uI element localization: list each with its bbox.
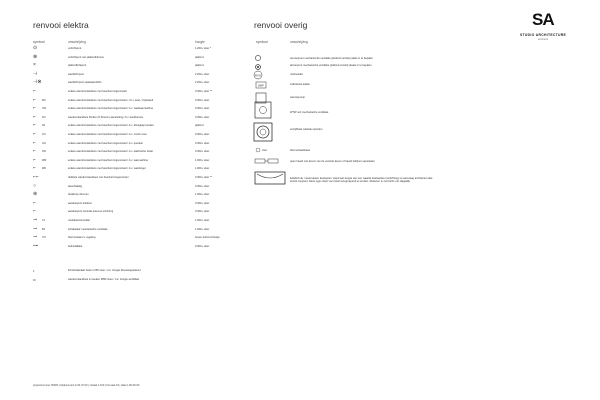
electra-symbol-icon: ⌐: [33, 131, 36, 137]
electra-row-value: plafond: [195, 64, 204, 68]
electra-row: [33, 166, 213, 171]
logo-sub: architects: [538, 38, 549, 41]
electra-row: [33, 209, 213, 214]
electra-row: [33, 98, 213, 103]
electra-row: [33, 244, 213, 249]
electra-row-value: 0.300+ vloer: [195, 150, 210, 154]
electra-symbol-tag: GO: [42, 141, 46, 145]
electra-row: [33, 89, 213, 94]
electra-symbol-icon: ○: [33, 182, 37, 189]
overig-row-desc: afvoerpunt mechanische ventilatie (plafond ventiel) plaats in te bepalen: [290, 64, 372, 67]
overig-row-desc: toevoerpunt mechanische ventilatie (plafond ventiel) plaats in te bepalen: [290, 57, 374, 60]
electra-header-symbol: symbool: [33, 40, 45, 44]
electra-row: [33, 201, 213, 206]
electra-symbol-icon: ⌐: [33, 122, 36, 129]
electra-row: [33, 106, 213, 111]
electra-title: renvooi elektra: [33, 20, 89, 30]
electra-row-desc: enkele wandcontactdoos met beschermingscontact t.b.v. afzuigkap keuken: [68, 124, 154, 128]
electra-symbol-tag: CH: [42, 236, 46, 240]
electra-row-value: 0.300+ vloer: [195, 201, 210, 205]
electra-symbol-tag: CO: [42, 133, 46, 136]
electra-row-value: boven korfvormhuisje: [195, 236, 220, 240]
electra-symbol-icon: ⌐: [33, 199, 36, 206]
electra-row-value: plafond: [195, 124, 204, 128]
electra-row-value: 0.300+ vloer: [195, 141, 210, 145]
electra-header-value: hoogte: [195, 40, 205, 44]
electra-row-value: 0.300+ vloer: [195, 184, 210, 188]
overig-row-desc: thermostaatkraan: [290, 149, 311, 152]
electra-row-desc: aansluitpunt centrale antenne inrichting: [68, 210, 114, 214]
logo-mark: SA: [532, 10, 554, 29]
electra-row-value: 1.000+ vloer: [195, 158, 210, 162]
footer-info: projectnummer 00000 | bijdocument A.00.37.00 | schaal 1:100 | formaat A3 | datum 00-00-00: [33, 384, 140, 387]
electra-symbol-icon: ⊗: [33, 53, 38, 60]
electra-symbol-tag: B4: [42, 227, 45, 231]
electra-row-value: 2.200+ vloer: [195, 72, 210, 76]
electra-row-value: plafond: [195, 55, 204, 59]
electra-row: [33, 115, 213, 120]
electra-row: [33, 175, 213, 180]
logo-name: STUDIO ARCHITECTURE: [520, 33, 567, 37]
note-2: wandcontactdoos in keuken 0850 vloer / o.k. hoogte werkblad: [68, 278, 139, 281]
electra-row-desc: lasschakelig: [68, 184, 83, 188]
electra-row-value: 0.300+ vloer **: [195, 176, 213, 179]
electra-row-value: 0.300+ vloer: [195, 98, 210, 102]
electra-row: [33, 192, 213, 197]
electra-row: [33, 55, 213, 60]
electra-row-value: 0.300+ vloer: [195, 107, 210, 111]
thermostat-tag-text: vloer: [262, 149, 268, 152]
electra-symbol-tag: VW: [42, 107, 46, 111]
electra-row-desc: verlichtpunt: [68, 47, 82, 50]
smoke-detector-icon: [251, 69, 271, 81]
electra-symbol-icon: ⊣⊗: [33, 79, 42, 86]
fireplace-icon: [252, 156, 292, 168]
electra-row-desc: plafondlichtpunt: [68, 64, 87, 68]
electra-row-desc: enkele wandcontactdoos met beschermingscontact t.b.v. elektrische boiler: [68, 150, 154, 154]
electra-row: [33, 149, 213, 154]
note-bullet-icon: ••: [33, 277, 36, 282]
electra-row-value: 0.300+ vloer: [195, 244, 210, 248]
electra-row-desc: enkele wandcontactdoos met beschermingscontact t.b.v. quooker: [68, 141, 144, 145]
electra-row-desc: drukknop dimmen: [68, 193, 89, 197]
electra-row-desc: aansluitpunt telefoon: [68, 201, 92, 205]
electra-symbol-icon: ⌐: [33, 105, 36, 112]
wtw-unit-icon: [253, 101, 275, 121]
overig-title: renvooi overig: [254, 20, 308, 30]
electra-symbol-icon: ⊣: [33, 70, 38, 77]
electra-symbol-tag: C1: [42, 219, 46, 222]
badge2-text: BWP: [258, 84, 264, 88]
electra-symbol-icon: ⊛: [33, 191, 38, 198]
electra-symbol-tag: WD: [42, 167, 46, 171]
electra-symbol-icon: ⌐: [33, 113, 36, 120]
electra-row-value: 1.200+ vloer *: [195, 47, 212, 50]
electra-row-desc: enkele wandcontactdoos met beschermingscontact: [68, 90, 127, 93]
electra-row: [33, 123, 213, 128]
electra-row-value: 0.300+ vloer: [195, 115, 210, 119]
electra-symbol-icon: ⌐: [33, 208, 36, 215]
electra-symbol-icon: ⊸: [33, 234, 38, 241]
electra-row-value: 0.300+ vloer: [195, 133, 210, 136]
overig-row-desc: individuele kaban: [290, 83, 311, 86]
electra-row-desc: thermostaat cv, regeling: [68, 236, 96, 240]
electra-row: [33, 132, 213, 137]
overig-header-description: omschrijving: [290, 40, 308, 44]
electra-row: [33, 80, 213, 85]
electra-row-value: 1.000+ vloer: [195, 193, 210, 197]
electra-symbol-icon: ⌐: [33, 88, 36, 94]
electra-table: [33, 45, 220, 256]
canopy-icon: [252, 170, 292, 188]
electra-row-desc: enkele wandcontactdoos met beschermingscontact t.b.v. vaatwasmachine: [68, 107, 154, 111]
electra-row: [33, 158, 213, 163]
note-bullet-icon: •: [33, 268, 35, 273]
electra-row: [33, 72, 213, 77]
electra-row: [33, 63, 213, 68]
overig-row-desc: luifel/Lift de r wele kasten koelspoel r wand aan lengte van een waarde bestaantes (verlichting) op aanvraag architecten laat strook compact, Deze ogen dient voor tekst terugroepend te worden. Redenen in overzicht met Hageaflp: [290, 177, 433, 184]
electra-row-desc: enkele wandcontactdoos met beschermingscontact t.b.v. combi oven: [68, 133, 147, 136]
electra-symbol-icon: ⊶: [33, 242, 38, 249]
electra-row-value: 1.000+ vloer: [195, 167, 210, 171]
electra-symbol-icon: ⊙: [33, 45, 38, 51]
electra-symbol-icon: ⌐: [33, 165, 36, 172]
overig-row-desc: WTW unit mechanische ventilatie: [290, 111, 329, 114]
electra-row-value: 1.000+ vloer: [195, 219, 210, 222]
electra-symbol-icon: ⊸: [33, 217, 38, 223]
electra-row-desc: belinstallatie: [68, 244, 83, 248]
electra-symbol-icon: ⌐: [33, 139, 36, 146]
electra-symbol-icon: ⌐: [33, 156, 36, 163]
electra-symbol-tag: AK: [42, 124, 46, 128]
sink-icon: [252, 121, 276, 145]
electra-symbol-tag: WM: [42, 158, 47, 162]
electra-row: [33, 141, 213, 146]
electra-row: [33, 184, 213, 189]
electra-row-desc: wandlichtpunt: [68, 72, 84, 76]
electra-row-desc: verlichtpunt met plafondinbouw: [68, 55, 104, 59]
overig-header-symbol: symbool: [256, 40, 268, 44]
note-1: lichtschakelaar boek 1.050 vloer / o.k. hoogte fitnessapparatuur: [68, 269, 141, 272]
electra-row: [33, 234, 220, 241]
electra-row-desc: schakelaar mechanische ventilatie: [68, 227, 108, 231]
electra-symbol-icon: ⌐⌐: [33, 174, 39, 180]
electra-row-value: 2.200+ vloer: [195, 81, 210, 85]
electra-row-value: 0.300+ vloer **: [195, 90, 213, 93]
electra-symbol-tag: KW: [42, 150, 46, 154]
electra-symbol-icon: ×: [33, 62, 36, 69]
electra-header-description: omschrijving: [68, 40, 86, 44]
overig-row-desc: verrijdbaar wasbak opzetten: [290, 128, 323, 131]
badge-text: RVO: [254, 73, 262, 78]
electra-row-value: 0.300+ vloer: [195, 210, 210, 214]
electra-symbol-icon: ⌐: [33, 96, 36, 103]
electra-row: [33, 218, 213, 223]
electra-row-desc: enkele wandcontactdoos met beschermingscontact / t.b.v. kast / vrijstaand: [68, 98, 154, 102]
overig-row-desc: rookmelder: [290, 73, 303, 76]
electra-symbol-tag: KO: [42, 115, 46, 119]
electra-symbol-tag: WV: [42, 98, 46, 102]
electra-symbol-icon: ⊸: [33, 225, 38, 232]
overig-row-desc: open haard met keuze van de vereiste keuze of haard lodrijven aansluiten: [290, 160, 375, 163]
overig-row-desc: warmtepomp: [290, 96, 305, 99]
electra-row-value: 1.000+ vloer: [195, 227, 210, 231]
electra-symbol-icon: ⌐: [33, 148, 36, 155]
electra-row: [33, 46, 213, 51]
electra-row: [33, 227, 213, 232]
electra-row-desc: wandcontactdoos Perilex (5 Stroom) aansluiting t.b.v. kookfornuis: [68, 115, 144, 119]
electra-row-desc: enkele wandcontactdoos met beschermingscontact t.b.v. wasmachine: [68, 158, 149, 162]
cabinet-icon: [255, 81, 269, 91]
electra-row-desc: dubbele wandcontactdoos met beschermingscontact: [68, 176, 129, 179]
electra-row-desc: enkele wandcontactdoos met beschermingscontact t.b.v. wasdroger: [68, 167, 146, 171]
electra-row-desc: wandlichtpunt spatwaterdicht: [68, 81, 102, 85]
electra-row-desc: rookdetectiemelder: [68, 219, 91, 222]
